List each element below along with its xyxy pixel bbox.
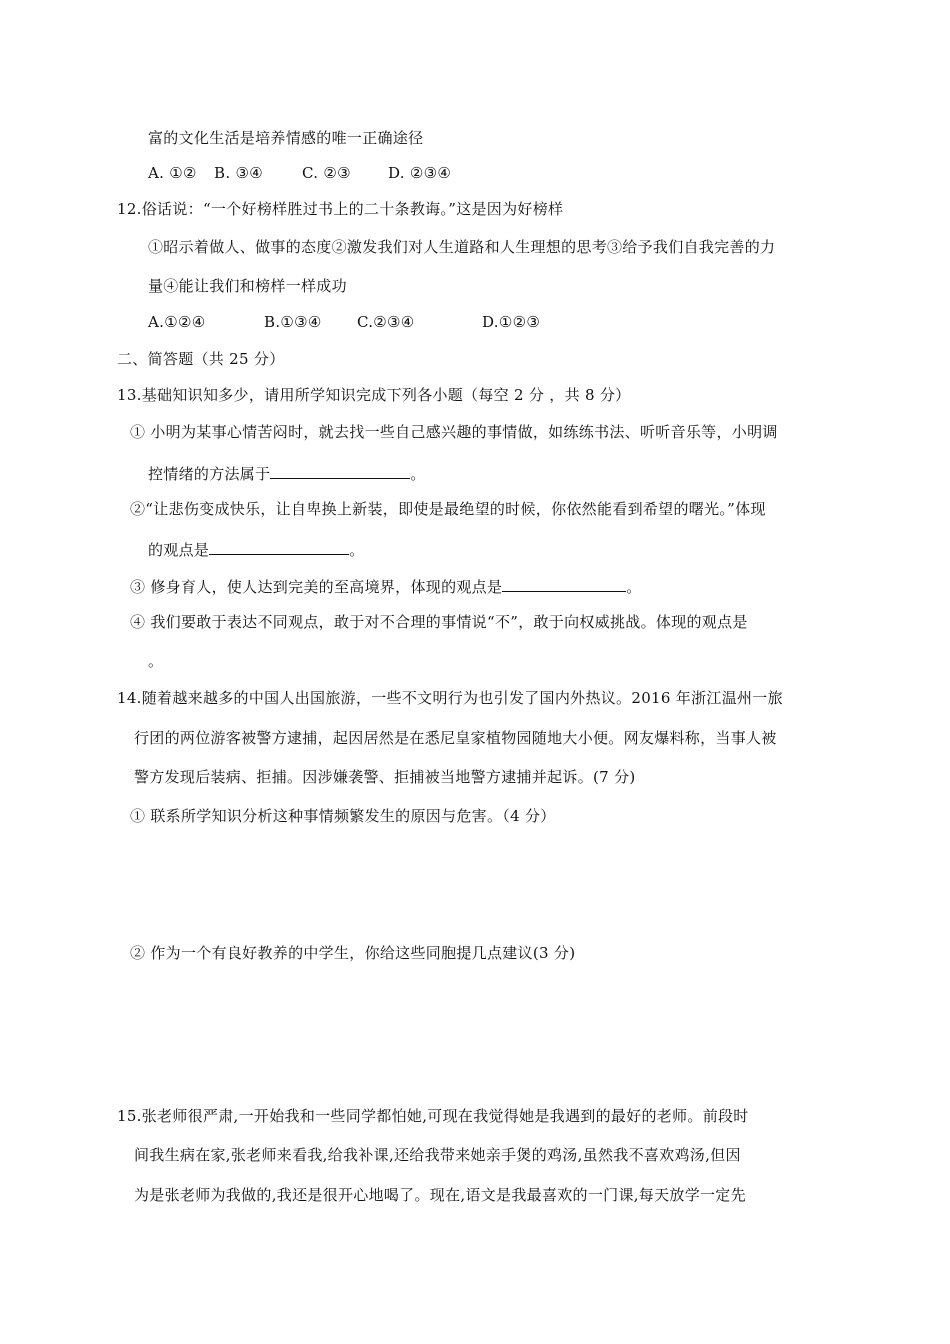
q13-item3-end: 。 <box>626 578 642 596</box>
q15-line1: 15.张老师很严肃,一开始我和一些同学都怕她,可现在我觉得她是我遇到的最好的老师。前段时 <box>117 1107 749 1125</box>
q13-answer-blank-2[interactable] <box>209 538 349 555</box>
q15-line2: 间我生病在家,张老师来看我,给我补课,还给我带来她亲手煲的鸡汤,虽然我不喜欢鸡汤,但因 <box>134 1146 741 1164</box>
q14-line2: 行团的两位游客被警方逮捕，起因居然是在悉尼皇家植物园随地大小便。网友爆料称，当事人被 <box>134 729 777 747</box>
q13-item1-end: 。 <box>410 465 426 483</box>
q13-item1-line2 <box>148 462 426 484</box>
q11-option-a: A. ①② <box>148 164 197 182</box>
q12-statements-line2: 量④能让我们和榜样一样成功 <box>148 277 347 295</box>
q15-line3: 为是张老师为我做的,我还是很开心地喝了。现在,语文是我最喜欢的一门课,每天放学一定先 <box>134 1186 746 1204</box>
q13-item3 <box>130 575 642 597</box>
q11-options <box>148 163 451 183</box>
q12-option-d: D.①②③ <box>482 313 541 331</box>
q12-option-c: C.②③④ <box>357 313 415 331</box>
q11-option-c: C. ②③ <box>302 164 351 182</box>
q12-stem: 12.俗话说：“一个好榜样胜过书上的二十条教诲。”这是因为好榜样 <box>117 200 564 218</box>
q13-stem: 13.基础知识知多少，请用所学知识完成下列各小题（每空 2 分 ，共 8 分） <box>117 386 631 404</box>
q14-line3: 警方发现后装病、拒捕。因涉嫌袭警、拒捕被当地警方逮捕并起诉。(7 分) <box>134 768 636 786</box>
q13-item4-line1: ④ 我们要敢于表达不同观点，敢于对不合理的事情说“不”，敢于向权威挑战。体现的观点是 <box>130 613 748 631</box>
q11-continuation: 富的文化生活是培养情感的唯一正确途径 <box>148 129 424 147</box>
q11-option-b: B. ③④ <box>214 164 263 182</box>
q11-option-d: D. ②③④ <box>388 164 452 182</box>
q13-item2-line1: ②“让悲伤变成快乐，让自卑换上新装，即使是最绝望的时候，你依然能看到希望的曙光。”体现 <box>130 500 766 518</box>
q12-options <box>148 312 540 332</box>
q13-item3-text: ③ 修身育人，使人达到完美的至高境界，体现的观点是 <box>130 578 503 596</box>
q13-item2-end: 。 <box>349 541 365 559</box>
q12-statements-line1: ①昭示着做人、做事的态度②激发我们对人生道路和人生理想的思考③给予我们自我完善的力 <box>148 238 776 256</box>
q14-line1: 14.随着越来越多的中国人出国旅游，一些不文明行为也引发了国内外热议。2016 年浙江温州一旅 <box>117 689 783 707</box>
q13-item2-text: 的观点是 <box>148 541 210 559</box>
q13-item2-line2 <box>148 538 365 560</box>
q12-option-a: A.①②④ <box>148 313 206 331</box>
section-heading: 二、简答题（共 25 分） <box>117 350 285 368</box>
q13-answer-blank-1[interactable] <box>270 462 410 479</box>
q12-option-b: B.①③④ <box>264 313 322 331</box>
q13-item4-line2: 。 <box>148 652 164 670</box>
q13-answer-blank-3[interactable] <box>502 575 626 592</box>
q14-sub2: ② 作为一个有良好教养的中学生，你给这些同胞提几点建议(3 分) <box>130 944 576 962</box>
q14-sub1: ① 联系所学知识分析这种事情频繁发生的原因与危害。（4 分） <box>130 807 556 825</box>
q13-item1-text: 控情绪的方法属于 <box>148 465 271 483</box>
q13-item1-line1: ① 小明为某事心情苦闷时，就去找一些自己感兴趣的事情做，如练练书法、听听音乐等，小明调 <box>130 423 778 441</box>
